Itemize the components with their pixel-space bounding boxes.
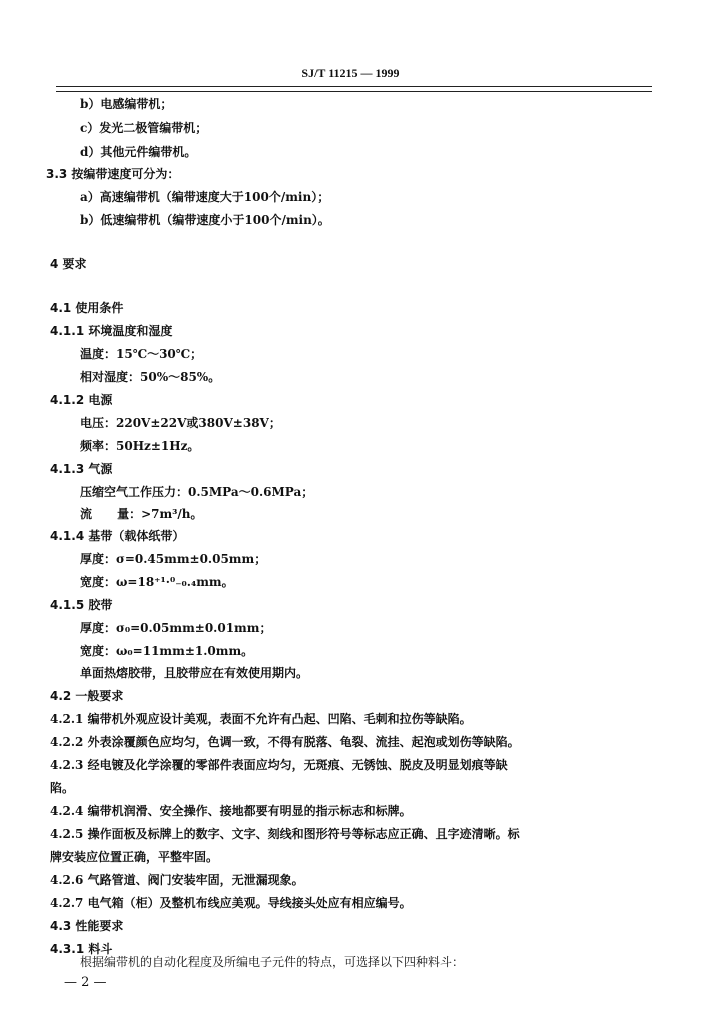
text-line: 宽度：ω=18⁺¹·⁰₋₀.₄mm。 <box>80 575 234 589</box>
clause-heading: 4.1 使用条件 <box>50 301 124 315</box>
clause-heading: 4.1.1 环境温度和湿度 <box>50 324 173 338</box>
standard-code-header: SJ/T 11215 — 1999 <box>301 66 400 80</box>
text-line: b）低速编带机（编带速度小于100个/min）。 <box>80 213 330 227</box>
clause-heading: 4.1.5 胶带 <box>50 598 113 612</box>
clause-text: 4.2.3 经电镀及化学涂覆的零部件表面应均匀，无斑痕、无锈蚀、脱皮及明显划痕等缺 <box>50 758 508 772</box>
clause-text: 4.2.5 操作面板及标牌上的数字、文字、刻线和图形符号等标志应正确、且字迹清晰。标 <box>50 827 520 841</box>
clause-text: 牌安装应位置正确，平整牢固。 <box>50 850 219 864</box>
text-line: 频率：50Hz±1Hz。 <box>80 439 200 453</box>
header-rule <box>56 86 652 87</box>
text-line: 厚度：σ=0.45mm±0.05mm； <box>80 552 267 566</box>
clause-heading: 3.3 按编带速度可分为： <box>46 167 180 181</box>
clause-text: 4.2.2 外表涂覆颜色应均匀，色调一致，不得有脱落、龟裂、流挂、起泡或划伤等缺陷。 <box>50 735 520 749</box>
clause-text: 4.2.6 气路管道、阀门安装牢固，无泄漏现象。 <box>50 873 304 887</box>
text-line: 相对湿度：50%～85%。 <box>80 370 221 384</box>
page-number: — 2 — <box>64 975 107 990</box>
clause-heading: 4.1.3 气源 <box>50 462 113 476</box>
clause-text: 4.2.1 编带机外观应设计美观，表面不允许有凸起、凹陷、毛刺和拉伤等缺陷。 <box>50 712 472 726</box>
text-line: 根据编带机的自动化程度及所编电子元件的特点，可选择以下四种料斗： <box>80 955 465 969</box>
text-line: 单面热熔胶带，且胶带应在有效使用期内。 <box>80 666 309 680</box>
text-line: 压缩空气工作压力：0.5MPa～0.6MPa； <box>80 485 314 499</box>
text-line: 电压：220V±22V或380V±38V； <box>80 416 281 430</box>
text-line: 厚度：σ₀=0.05mm±0.01mm； <box>80 621 272 635</box>
clause-heading: 4.2 一般要求 <box>50 689 124 703</box>
clause-text: 4.2.7 电气箱（柜）及整机布线应美观。导线接头处应有相应编号。 <box>50 896 412 910</box>
section-heading: 4 要求 <box>50 257 87 271</box>
clause-heading: 4.3 性能要求 <box>50 919 124 933</box>
text-line: 宽度：ω₀=11mm±1.0mm。 <box>80 644 254 658</box>
text-line: a）高速编带机（编带速度大于100个/min）； <box>80 190 330 204</box>
text-line: b）电感编带机； <box>80 97 173 111</box>
clause-heading: 4.1.4 基带（载体纸带） <box>50 529 185 543</box>
clause-heading: 4.1.2 电源 <box>50 393 113 407</box>
clause-text: 陷。 <box>50 781 75 795</box>
text-line: 流 量：>7m³/h。 <box>80 507 203 521</box>
text-line: 温度：15℃～30℃； <box>80 347 203 361</box>
clause-text: 4.2.4 编带机润滑、安全操作、接地都要有明显的指示标志和标牌。 <box>50 804 412 818</box>
clause-heading: 4.3.1 料斗 <box>50 942 113 956</box>
text-line: c）发光二极管编带机； <box>80 121 208 135</box>
header-rule-thin <box>56 91 652 92</box>
text-line: d）其他元件编带机。 <box>80 145 197 159</box>
